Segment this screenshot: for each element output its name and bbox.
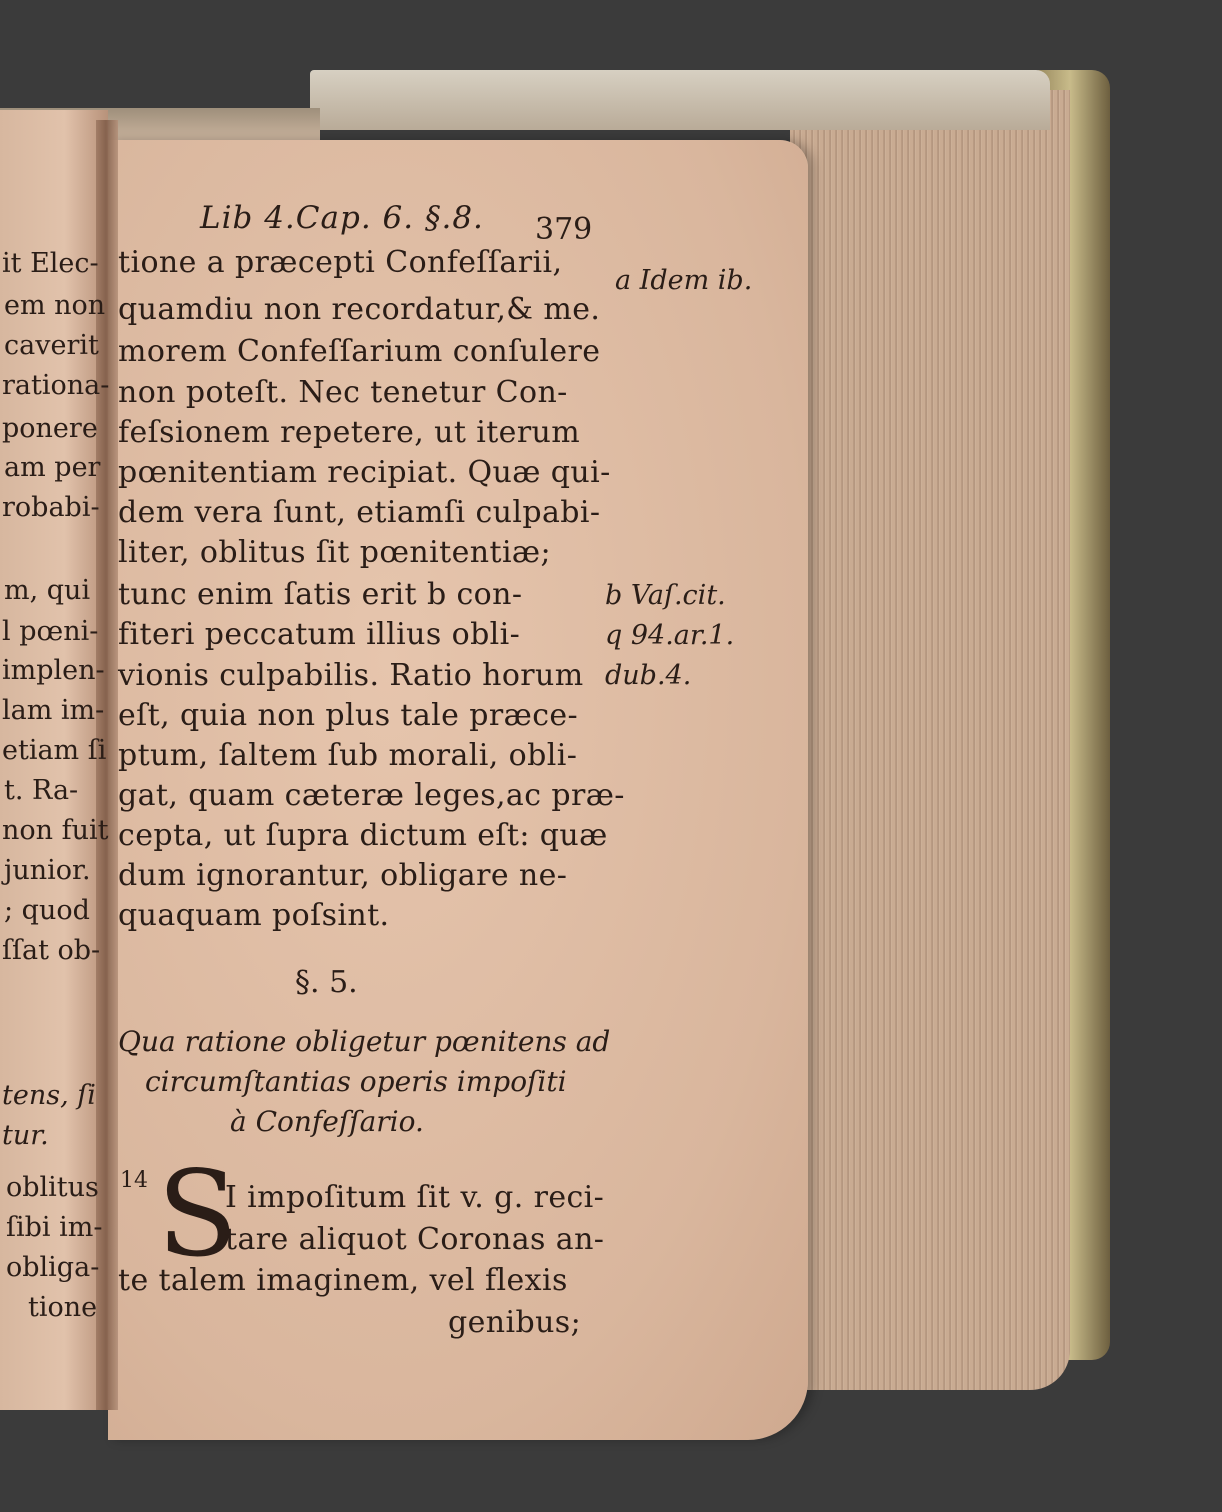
paragraph-line: te talem imaginem, vel flexis xyxy=(118,1263,568,1298)
body-line: dum ignorantur, obligare ne- xyxy=(118,858,568,893)
body-line: quamdiu non recordatur,& me. xyxy=(118,292,601,327)
catchword: genibus; xyxy=(448,1305,582,1340)
left-page-fragment: non fuit xyxy=(2,815,109,846)
left-page-fragment: ponere xyxy=(2,413,98,444)
margin-note-a: a Idem ib. xyxy=(615,265,753,296)
body-line: pœnitentiam recipiat. Quæ qui- xyxy=(118,455,611,490)
paragraph-number: 14 xyxy=(120,1168,148,1193)
body-line: gat, quam cæteræ leges,ac præ- xyxy=(118,778,625,813)
left-page-fragment: t. Ra- xyxy=(4,775,79,806)
paragraph-line: I impoſitum ſit v. g. reci- xyxy=(225,1180,605,1215)
left-page-fragment: ſibi im- xyxy=(6,1212,103,1243)
left-page-fragment: tur. xyxy=(2,1120,49,1151)
margin-note-b: q 94.ar.1. xyxy=(605,620,735,651)
body-line: non poteſt. Nec tenetur Con- xyxy=(118,375,568,410)
left-page-fragment: m, qui xyxy=(4,575,91,606)
section-mark: §. 5. xyxy=(295,965,358,1000)
left-page-fragment: lam im- xyxy=(2,695,105,726)
body-line: tunc enim ſatis erit b con- xyxy=(118,577,523,612)
body-line: fiteri peccatum illius obli- xyxy=(118,617,521,652)
drop-cap: S xyxy=(157,1145,238,1283)
left-page-fragment: it Elec- xyxy=(2,248,99,279)
left-page-fragment: robabi- xyxy=(2,492,100,523)
left-page-fragment: tione xyxy=(28,1292,98,1323)
left-page-fragment: caverit xyxy=(4,330,99,361)
running-header: Lib 4.Cap. 6. §.8. xyxy=(200,200,484,236)
section-title-line: Qua ratione obligetur pœnitens ad xyxy=(118,1025,611,1058)
page-edges xyxy=(790,90,1070,1390)
left-page-fragment: ; quod xyxy=(4,895,90,926)
body-line: liter, oblitus ſit pœnitentiæ; xyxy=(118,535,552,570)
left-page-fragment: junior. xyxy=(4,855,91,886)
left-page-fragment: tens, ſi xyxy=(2,1080,96,1111)
margin-note-b: dub.4. xyxy=(605,660,692,691)
left-page-fragment: l pœni- xyxy=(2,616,99,647)
margin-note-b: b Vaſ.cit. xyxy=(605,580,726,611)
body-line: quaquam poſsint. xyxy=(118,898,390,933)
page-number: 379 xyxy=(535,212,593,247)
left-page-fragment: am per xyxy=(4,452,101,483)
body-line: ptum, ſaltem ſub morali, obli- xyxy=(118,738,578,773)
body-line: tione a præcepti Confeſſarii, xyxy=(118,245,563,280)
body-line: cepta, ut ſupra dictum eſt: quæ xyxy=(118,818,608,853)
left-page-fragment: etiam ſi xyxy=(2,735,107,766)
section-title-line: circumſtantias operis impoſiti xyxy=(145,1065,567,1098)
left-page-fragment: oblitus xyxy=(6,1172,99,1203)
body-line: feſsionem repetere, ut iterum xyxy=(118,415,581,450)
left-page-fragment: em non xyxy=(4,290,106,321)
body-line: eſt, quia non plus tale præce- xyxy=(118,698,579,733)
body-line: dem vera ſunt, etiamſi culpabi- xyxy=(118,495,601,530)
left-page-fragment: implen- xyxy=(2,655,105,686)
book-top-edge xyxy=(310,70,1050,130)
left-page-fragment: obliga- xyxy=(6,1252,100,1283)
paragraph-line: tare aliquot Coronas an- xyxy=(225,1222,605,1257)
section-title-line: à Confeſſario. xyxy=(230,1105,424,1138)
left-page-fragment: rationa- xyxy=(2,370,110,401)
body-line: vionis culpabilis. Ratio horum xyxy=(118,658,584,693)
body-line: morem Confeſſarium conſulere xyxy=(118,334,601,369)
left-page-fragment: ſſat ob- xyxy=(2,935,101,966)
